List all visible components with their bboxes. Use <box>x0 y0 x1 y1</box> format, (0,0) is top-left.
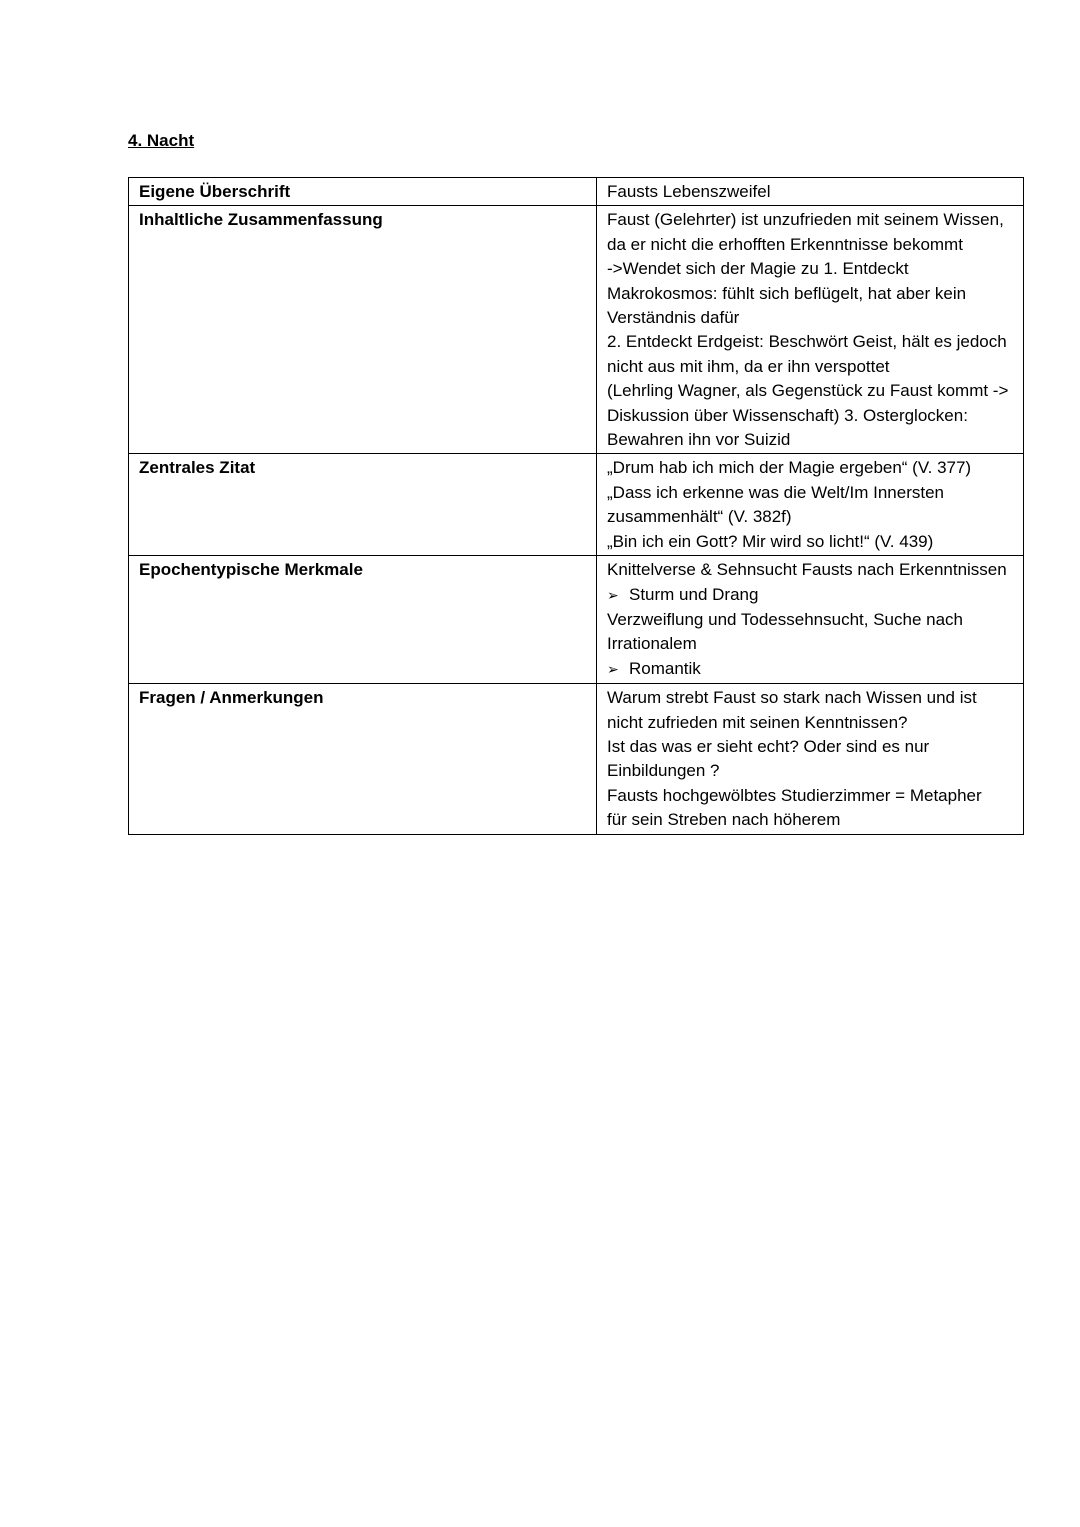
row-label: Epochentypische Merkmale <box>139 560 363 580</box>
text-line: da er nicht die erhofften Erkenntnisse bekommt <box>607 234 963 254</box>
text-line: 2. Entdeckt Erdgeist: Beschwört Geist, hält es jedoch <box>607 332 1007 352</box>
table-row-questions <box>129 684 1024 834</box>
text-line: Irrationalem <box>607 634 697 654</box>
row-label: Fragen / Anmerkungen <box>139 688 324 708</box>
text-line: Warum strebt Faust so stark nach Wissen und ist <box>607 688 977 708</box>
content-cell <box>597 556 1024 684</box>
text-line: ->Wendet sich der Magie zu 1. Entdeckt <box>607 259 909 279</box>
label-cell <box>129 206 597 454</box>
text-line: Diskussion über Wissenschaft) 3. Osterglocken: <box>607 405 968 425</box>
table-row-title <box>129 178 1024 206</box>
text-line: „Dass ich erkenne was die Welt/Im Innersten <box>607 482 944 502</box>
row-label: Inhaltliche Zusammenfassung <box>139 210 383 230</box>
text-line: für sein Streben nach höherem <box>607 810 841 830</box>
text-line: Fausts hochgewölbtes Studierzimmer = Metapher <box>607 785 982 805</box>
page-title: 4. Nacht <box>128 131 195 150</box>
arrowhead-bullet-icon: ➢ <box>607 587 619 604</box>
text-line: Faust (Gelehrter) ist unzufrieden mit seinem Wissen, <box>607 210 1004 230</box>
label-cell <box>129 178 597 206</box>
label-cell <box>129 454 597 556</box>
bullet-item <box>607 657 1013 682</box>
content-cell <box>597 684 1024 834</box>
table-row-quote <box>129 454 1024 556</box>
table-row-epoch <box>129 556 1024 684</box>
arrowhead-bullet-icon: ➢ <box>607 661 619 678</box>
text-line: Fausts Lebenszweifel <box>607 182 771 201</box>
text-line: „Bin ich ein Gott? Mir wird so licht!“ (V. 439) <box>607 531 934 551</box>
label-cell <box>129 684 597 834</box>
bullet-item <box>607 583 1013 608</box>
text-line: Verständnis dafür <box>607 308 740 328</box>
label-cell <box>129 556 597 684</box>
content-cell <box>597 454 1024 556</box>
text-line: nicht zufrieden mit seinen Kenntnissen? <box>607 712 908 732</box>
content-cell <box>597 206 1024 454</box>
content-cell <box>597 178 1024 206</box>
text-line: (Lehrling Wagner, als Gegenstück zu Faust kommt -> <box>607 381 1009 401</box>
text-line: nicht aus mit ihm, da er ihn verspottet <box>607 356 890 376</box>
text-line: Ist das was er sieht echt? Oder sind es nur <box>607 736 930 756</box>
text-line: „Drum hab ich mich der Magie ergeben“ (V. 377) <box>607 458 972 478</box>
text-line: Knittelverse & Sehnsucht Fausts nach Erkenntnissen <box>607 560 1007 580</box>
table-row-summary <box>129 206 1024 454</box>
text-line: Bewahren ihn vor Suizid <box>607 430 791 450</box>
bullet-text: Sturm und Drang <box>629 584 759 604</box>
text-line: Einbildungen ? <box>607 761 720 781</box>
analysis-table <box>128 177 1024 835</box>
row-label: Eigene Überschrift <box>139 182 291 201</box>
text-line: Makrokosmos: fühlt sich beflügelt, hat aber kein <box>607 283 967 303</box>
bullet-text: Romantik <box>629 658 701 678</box>
row-label: Zentrales Zitat <box>139 458 256 478</box>
text-line: Verzweiflung und Todessehnsucht, Suche nach <box>607 609 963 629</box>
text-line: zusammenhält“ (V. 382f) <box>607 507 792 527</box>
